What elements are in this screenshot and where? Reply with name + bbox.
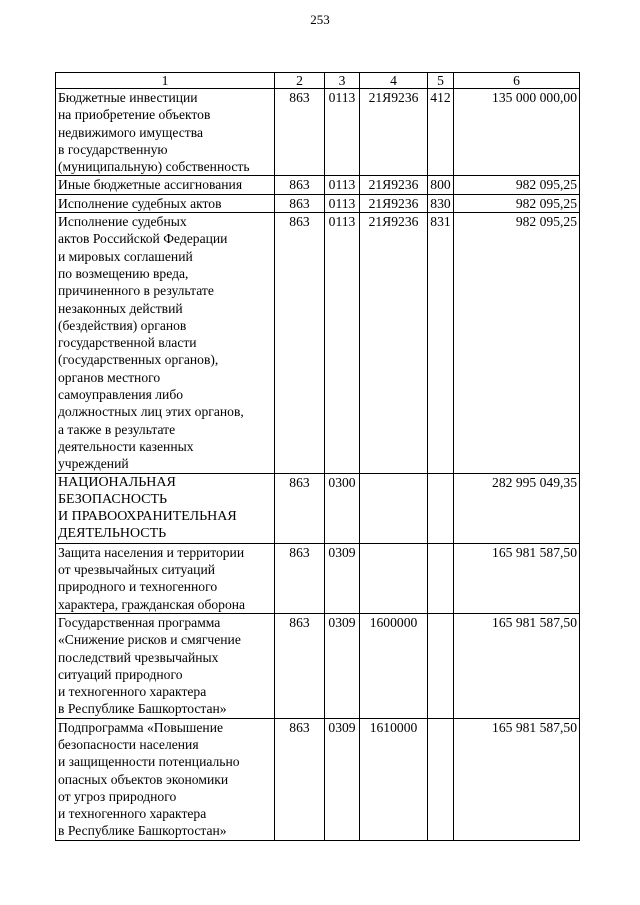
row-target: 21Я9236: [360, 176, 428, 194]
row-vr: 831: [428, 213, 454, 473]
row-grbs: 863: [275, 543, 325, 613]
row-amount: 282 995 049,35: [454, 473, 580, 543]
table-row: [56, 718, 580, 840]
column-header-grbs: 2: [275, 73, 325, 89]
table-row: [56, 213, 580, 473]
column-header-vr: 5: [428, 73, 454, 89]
column-header-target: 4: [360, 73, 428, 89]
row-target: [360, 473, 428, 543]
row-target: 21Я9236: [360, 89, 428, 176]
row-target: [360, 543, 428, 613]
row-section: 0113: [325, 89, 360, 176]
column-header-name: 1: [56, 73, 275, 89]
table-row: [56, 194, 580, 212]
row-section: 0309: [325, 543, 360, 613]
row-amount: 165 981 587,50: [454, 613, 580, 718]
table-row: [56, 613, 580, 718]
row-grbs: 863: [275, 213, 325, 473]
row-name: НАЦИОНАЛЬНАЯ БЕЗОПАСНОСТЬ И ПРАВООХРАНИТЕЛЬНАЯ ДЕЯТЕЛЬНОСТЬ: [56, 473, 275, 543]
row-name: Государственная программа «Снижение рисков и смягчение последствий чрезвычайных ситуаций природного и техногенного характера в Республике Башкортостан»: [56, 613, 275, 718]
row-section: 0113: [325, 213, 360, 473]
row-grbs: 863: [275, 718, 325, 840]
row-grbs: 863: [275, 473, 325, 543]
row-amount: 165 981 587,50: [454, 718, 580, 840]
row-target: 1600000: [360, 613, 428, 718]
row-name: Иные бюджетные ассигнования: [56, 176, 275, 194]
row-name: Исполнение судебных актов: [56, 194, 275, 212]
row-target: 21Я9236: [360, 213, 428, 473]
row-vr: [428, 718, 454, 840]
row-grbs: 863: [275, 89, 325, 176]
row-section: 0309: [325, 613, 360, 718]
row-section: 0300: [325, 473, 360, 543]
row-section: 0113: [325, 176, 360, 194]
column-header-amount: 6: [454, 73, 580, 89]
row-amount: 982 095,25: [454, 194, 580, 212]
row-target: 1610000: [360, 718, 428, 840]
table-row: [56, 176, 580, 194]
page-number: 253: [310, 12, 330, 27]
row-vr: [428, 473, 454, 543]
row-name: Исполнение судебных актов Российской Федерации и мировых соглашений по возмещению вреда, причиненного в результате незаконных действий (бездействия) органов государственной власти (государственных органов), органов местного самоуправления либо должностных лиц этих органов, а также в результате деятельности казенных учреждений: [56, 213, 275, 473]
row-section: 0309: [325, 718, 360, 840]
row-target: 21Я9236: [360, 194, 428, 212]
row-name: Подпрограмма «Повышение безопасности населения и защищенности потенциально опасных объектов экономики от угроз природного и техногенного характера в Республике Башкортостан»: [56, 718, 275, 840]
column-header-section: 3: [325, 73, 360, 89]
row-name: Защита населения и территории от чрезвычайных ситуаций природного и техногенного характера, гражданская оборона: [56, 543, 275, 613]
table-header-row: [56, 73, 580, 89]
row-name: Бюджетные инвестиции на приобретение объектов недвижимого имущества в государственную (муниципальную) собственность: [56, 89, 275, 176]
budget-table: [55, 72, 580, 841]
row-grbs: 863: [275, 194, 325, 212]
row-vr: 800: [428, 176, 454, 194]
table-row: [56, 543, 580, 613]
row-vr: [428, 613, 454, 718]
row-grbs: 863: [275, 613, 325, 718]
row-amount: 982 095,25: [454, 213, 580, 473]
row-grbs: 863: [275, 176, 325, 194]
row-amount: 135 000 000,00: [454, 89, 580, 176]
row-vr: 412: [428, 89, 454, 176]
row-vr: 830: [428, 194, 454, 212]
row-amount: 165 981 587,50: [454, 543, 580, 613]
row-amount: 982 095,25: [454, 176, 580, 194]
table-row: [56, 473, 580, 543]
row-vr: [428, 543, 454, 613]
table-row: [56, 89, 580, 176]
row-section: 0113: [325, 194, 360, 212]
